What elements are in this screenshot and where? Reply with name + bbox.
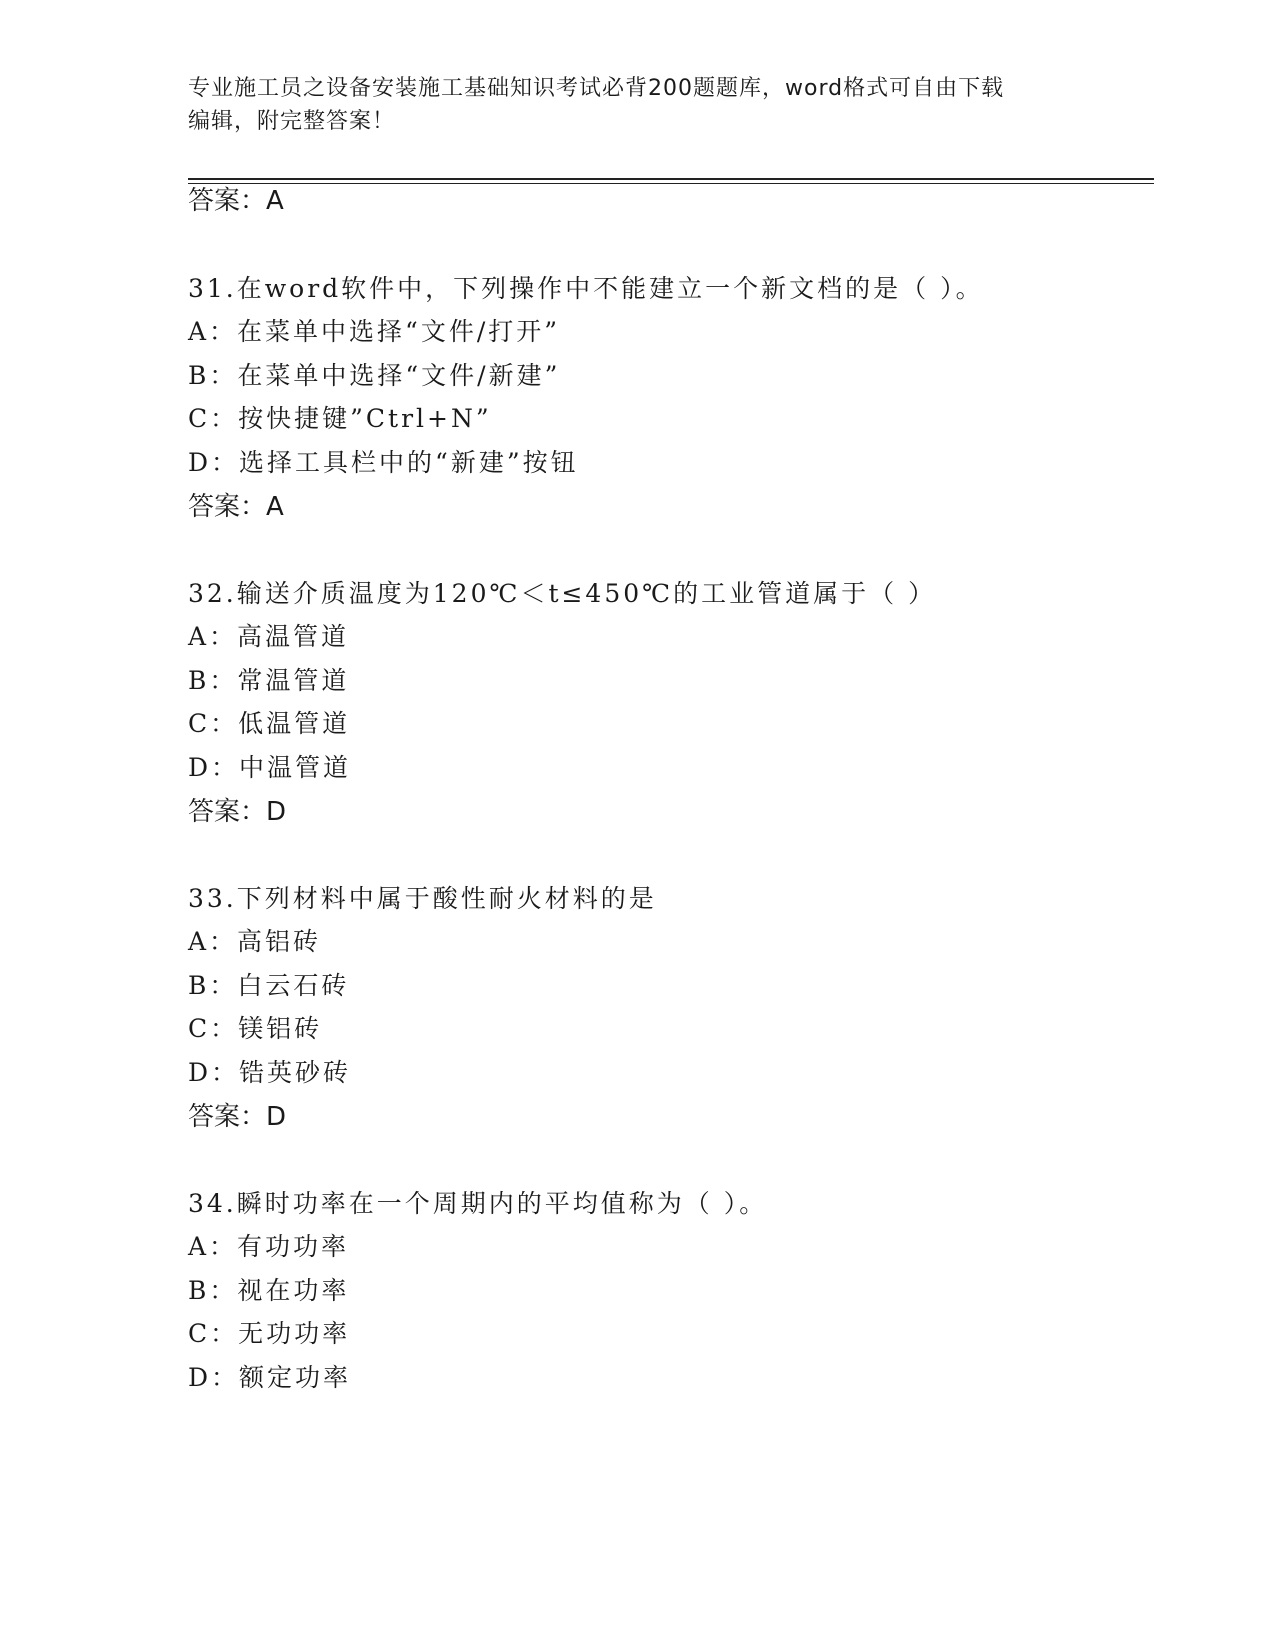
question-31-stem: 31.在word软件中，下列操作中不能建立一个新文档的是（ ）。 <box>188 274 984 303</box>
question-31-option-a: A：在菜单中选择“文件/打开” <box>188 317 561 346</box>
question-34-option-a: A：有功功率 <box>188 1232 350 1261</box>
header-title-line-2: 编辑，附完整答案！ <box>188 109 396 134</box>
question-33-answer: 答案：D <box>188 1102 287 1132</box>
question-31-answer: 答案：A <box>188 492 284 522</box>
question-34-stem: 34.瞬时功率在一个周期内的平均值称为（ ）。 <box>188 1189 768 1218</box>
question-32-stem: 32.输送介质温度为120℃＜t≤450℃的工业管道属于（ ） <box>188 579 937 608</box>
question-33-stem: 33.下列材料中属于酸性耐火材料的是 <box>188 884 657 913</box>
question-34-option-c: C：无功功率 <box>188 1319 351 1348</box>
header-divider-thick <box>188 178 1154 180</box>
header-divider-thin <box>188 183 1154 184</box>
question-33-option-b: B：白云石砖 <box>188 971 350 1000</box>
question-32-option-b: B：常温管道 <box>188 666 350 695</box>
header-title-line-1: 专业施工员之设备安装施工基础知识考试必背200题题库，word格式可自由下载 <box>188 76 1005 101</box>
question-32-option-a: A：高温管道 <box>188 622 350 651</box>
question-34-option-d: D：额定功率 <box>188 1363 352 1392</box>
question-33-option-c: C：镁铝砖 <box>188 1014 323 1043</box>
question-32-answer: 答案：D <box>188 797 287 827</box>
answer-previous: 答案：A <box>188 186 284 216</box>
question-33-option-d: D：锆英砂砖 <box>188 1058 352 1087</box>
document-header <box>188 72 1088 138</box>
question-34-option-b: B：视在功率 <box>188 1276 350 1305</box>
question-32-option-c: C：低温管道 <box>188 709 351 738</box>
question-32-option-d: D：中温管道 <box>188 753 352 782</box>
question-31-option-d: D：选择工具栏中的“新建”按钮 <box>188 448 579 477</box>
question-31-option-b: B：在菜单中选择“文件/新建” <box>188 361 561 390</box>
question-31-option-c: C：按快捷键”Ctrl+N” <box>188 404 492 433</box>
question-33-option-a: A：高铝砖 <box>188 927 322 956</box>
